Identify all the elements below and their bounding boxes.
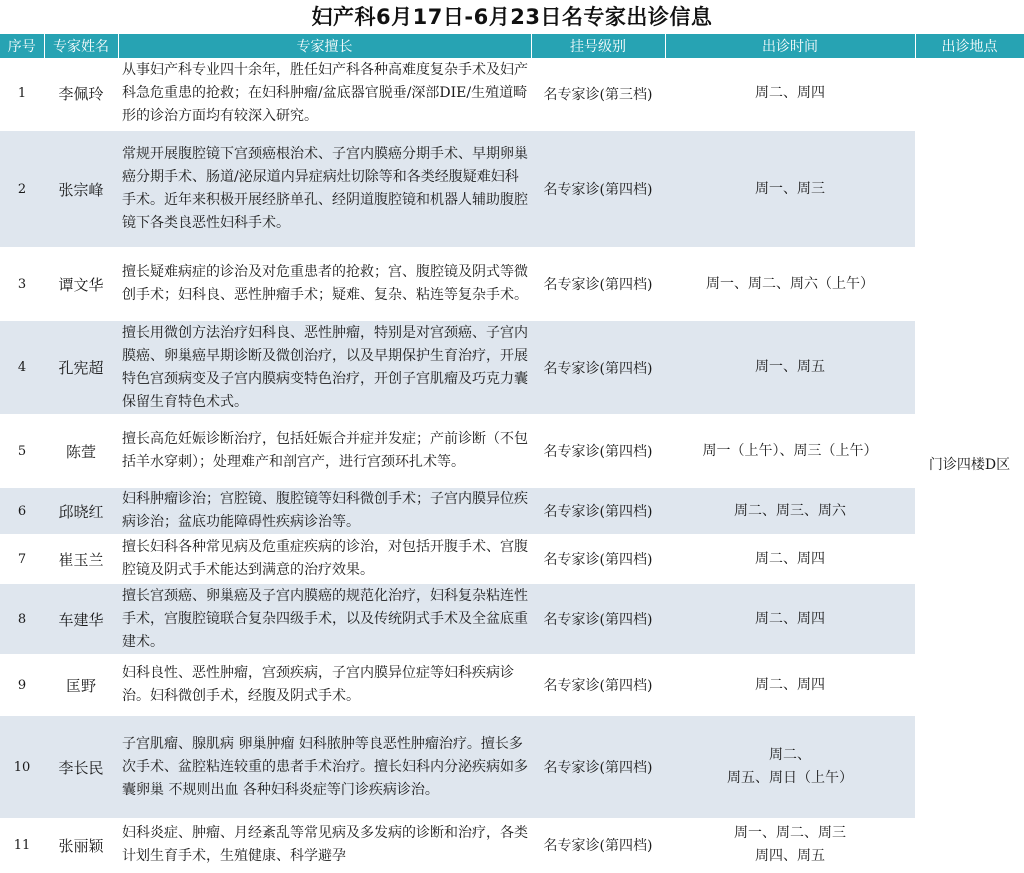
row-number: 1 bbox=[0, 58, 44, 130]
clinic-time: 周一、周三 bbox=[665, 130, 915, 248]
expert-specialty: 擅长宫颈癌、卵巢癌及子宫内膜癌的规范化治疗，妇科复杂粘连性手术，宫腹腔镜联合复杂四级手术，以及传统阴式手术及全盆底重建术。 bbox=[118, 583, 531, 655]
clinic-time: 周二、周三、周六 bbox=[665, 487, 915, 535]
table-row bbox=[0, 819, 1024, 871]
table-row bbox=[0, 58, 1024, 130]
row-number: 5 bbox=[0, 415, 44, 487]
expert-name: 张宗峰 bbox=[44, 130, 118, 248]
clinic-time-line: 周五、周日（上午） bbox=[727, 770, 853, 786]
registration-level: 名专家诊(第四档) bbox=[531, 415, 665, 487]
table-row bbox=[0, 130, 1024, 248]
expert-specialty: 妇科炎症、肿瘤、月经紊乱等常见病及多发病的诊断和治疗，各类计划生育手术，生殖健康、科学避孕 bbox=[118, 819, 531, 871]
page-title: 妇产科6月17日-6月23日名专家出诊信息 bbox=[311, 5, 713, 29]
registration-level: 名专家诊(第四档) bbox=[531, 487, 665, 535]
clinic-time-line: 周四、周五 bbox=[755, 848, 825, 864]
row-number: 7 bbox=[0, 535, 44, 583]
expert-name: 孔宪超 bbox=[44, 320, 118, 415]
table-row bbox=[0, 415, 1024, 487]
clinic-time: 周二、周四 bbox=[665, 535, 915, 583]
expert-name: 陈萱 bbox=[44, 415, 118, 487]
registration-level: 名专家诊(第四档) bbox=[531, 535, 665, 583]
header-registration-level: 挂号级别 bbox=[531, 34, 665, 58]
header-expert-name: 专家姓名 bbox=[44, 34, 118, 58]
expert-specialty: 擅长疑难病症的诊治及对危重患者的抢救；宫、腹腔镜及阴式等微创手术；妇科良、恶性肿瘤手术；疑难、复杂、粘连等复杂手术。 bbox=[118, 248, 531, 320]
expert-name: 张丽颖 bbox=[44, 819, 118, 871]
clinic-time: 周二、周四 bbox=[665, 583, 915, 655]
clinic-location: 门诊四楼D区 bbox=[915, 58, 1024, 871]
expert-specialty: 妇科肿瘤诊治；宫腔镜、腹腔镜等妇科微创手术；子宫内膜异位疾病诊治；盆底功能障碍性疾病诊治等。 bbox=[118, 487, 531, 535]
row-number: 6 bbox=[0, 487, 44, 535]
clinic-time bbox=[665, 715, 915, 819]
row-number: 3 bbox=[0, 248, 44, 320]
expert-name: 谭文华 bbox=[44, 248, 118, 320]
clinic-time-line: 周一、周二、周三 bbox=[734, 825, 846, 841]
table-row bbox=[0, 487, 1024, 535]
table-row bbox=[0, 655, 1024, 715]
clinic-time: 周二、周四 bbox=[665, 58, 915, 130]
table-row bbox=[0, 535, 1024, 583]
schedule-table bbox=[0, 34, 1024, 872]
expert-specialty: 擅长高危妊娠诊断治疗，包括妊娠合并症并发症；产前诊断（不包括羊水穿刺）；处理难产和剖宫产，进行宫颈环扎术等。 bbox=[118, 415, 531, 487]
row-number: 11 bbox=[0, 819, 44, 871]
header-clinic-time: 出诊时间 bbox=[665, 34, 915, 58]
clinic-time: 周一、周二、周六（上午） bbox=[665, 248, 915, 320]
expert-name: 李佩玲 bbox=[44, 58, 118, 130]
registration-level: 名专家诊(第四档) bbox=[531, 715, 665, 819]
expert-specialty: 子宫肌瘤、腺肌病 卵巢肿瘤 妇科脓肿等良恶性肿瘤治疗。擅长多次手术、盆腔粘连较重的患者手术治疗。擅长妇科内分泌疾病如多囊卵巢 不规则出血 各种妇科炎症等门诊疾病诊治。 bbox=[118, 715, 531, 819]
registration-level: 名专家诊(第四档) bbox=[531, 248, 665, 320]
registration-level: 名专家诊(第四档) bbox=[531, 320, 665, 415]
row-number: 10 bbox=[0, 715, 44, 819]
table-row bbox=[0, 715, 1024, 819]
header-clinic-location: 出诊地点 bbox=[915, 34, 1024, 58]
clinic-time: 周一、周五 bbox=[665, 320, 915, 415]
expert-specialty: 从事妇产科专业四十余年，胜任妇产科各种高难度复杂手术及妇产科急危重患的抢救；在妇科肿瘤/盆底器官脱垂/深部DIE/生殖道畸形的诊治方面均有较深入研究。 bbox=[118, 58, 531, 130]
expert-name: 邱晓红 bbox=[44, 487, 118, 535]
expert-specialty: 擅长用微创方法治疗妇科良、恶性肿瘤，特别是对宫颈癌、子宫内膜癌、卵巢癌早期诊断及微创治疗，以及早期保护生育治疗，开展特色宫颈病变及子宫内膜病变特色治疗，开创子宫肌瘤及巧克力囊保留生育特色术式。 bbox=[118, 320, 531, 415]
expert-specialty: 常规开展腹腔镜下宫颈癌根治术、子宫内膜癌分期手术、早期卵巢癌分期手术、肠道/泌尿道内异症病灶切除等和各类经腹疑难妇科手术。近年来积极开展经脐单孔、经阴道腹腔镜和机器人辅助腹腔镜下各类良恶性妇科手术。 bbox=[118, 130, 531, 248]
expert-name: 崔玉兰 bbox=[44, 535, 118, 583]
table-header-row bbox=[0, 34, 1024, 58]
row-number: 4 bbox=[0, 320, 44, 415]
registration-level: 名专家诊(第四档) bbox=[531, 819, 665, 871]
row-number: 9 bbox=[0, 655, 44, 715]
expert-name: 匡野 bbox=[44, 655, 118, 715]
header-number: 序号 bbox=[0, 34, 44, 58]
table-row bbox=[0, 248, 1024, 320]
expert-name: 车建华 bbox=[44, 583, 118, 655]
clinic-time: 周二、周四 bbox=[665, 655, 915, 715]
registration-level: 名专家诊(第四档) bbox=[531, 130, 665, 248]
table-row bbox=[0, 320, 1024, 415]
clinic-time-line: 周二、 bbox=[769, 747, 811, 763]
clinic-time bbox=[665, 819, 915, 871]
expert-name: 李长民 bbox=[44, 715, 118, 819]
header-specialty: 专家擅长 bbox=[118, 34, 531, 58]
registration-level: 名专家诊(第三档) bbox=[531, 58, 665, 130]
table-row bbox=[0, 583, 1024, 655]
clinic-time: 周一（上午）、周三（上午） bbox=[665, 415, 915, 487]
row-number: 8 bbox=[0, 583, 44, 655]
row-number: 2 bbox=[0, 130, 44, 248]
registration-level: 名专家诊(第四档) bbox=[531, 583, 665, 655]
expert-specialty: 妇科良性、恶性肿瘤，宫颈疾病，子宫内膜异位症等妇科疾病诊治。妇科微创手术，经腹及阴式手术。 bbox=[118, 655, 531, 715]
registration-level: 名专家诊(第四档) bbox=[531, 655, 665, 715]
expert-specialty: 擅长妇科各种常见病及危重症疾病的诊治，对包括开腹手术、宫腹腔镜及阴式手术能达到满意的治疗效果。 bbox=[118, 535, 531, 583]
